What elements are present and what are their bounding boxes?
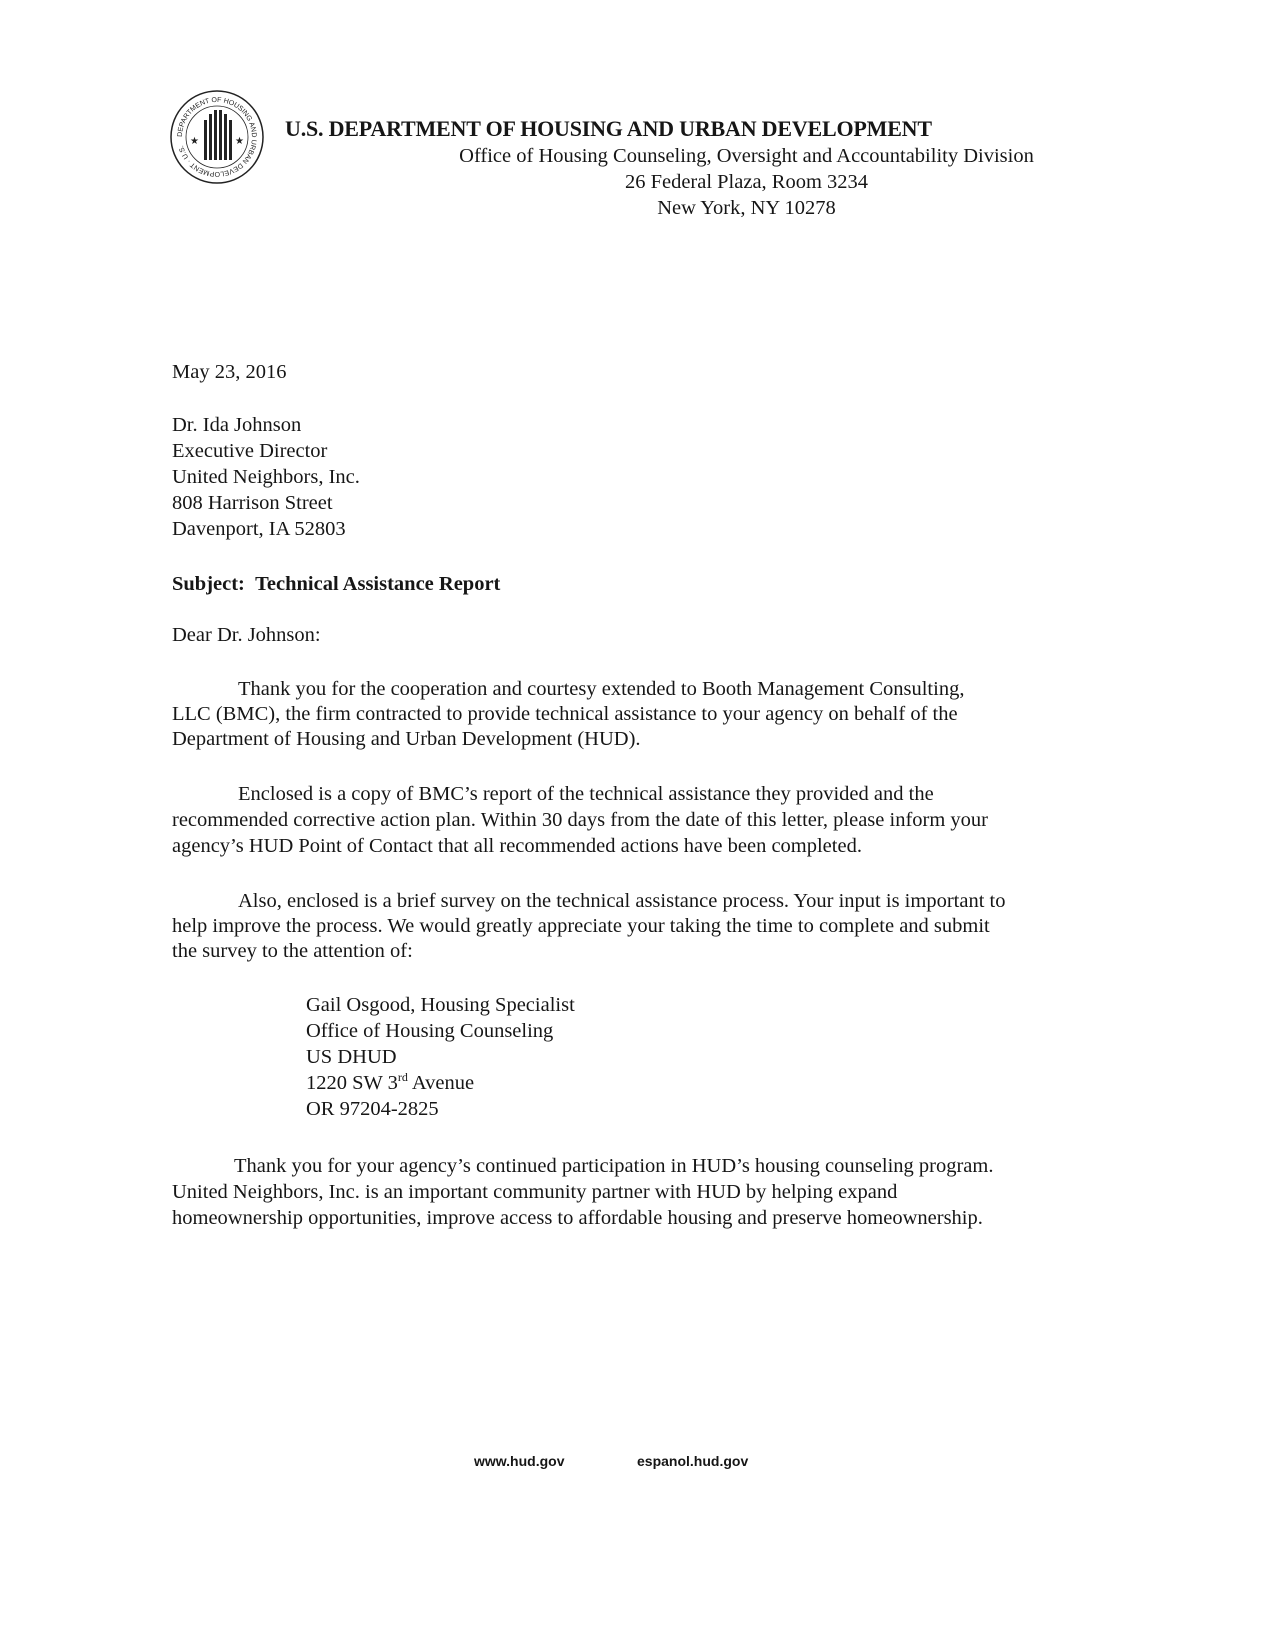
paragraph-line: Thank you for your agency’s continued participation in HUD’s housing counseling program.: [234, 1155, 994, 1177]
office-name: Office of Housing Counseling, Oversight and Accountability Division: [459, 145, 1034, 167]
recipient-line: Davenport, IA 52803: [172, 518, 346, 540]
paragraph-line: help improve the process. We would greatly appreciate your taking the time to complete and submit: [172, 915, 990, 937]
paragraph-line: LLC (BMC), the firm contracted to provide technical assistance to your agency on behalf of the: [172, 703, 958, 725]
paragraph-3: [172, 889, 1005, 964]
footer-link-hud[interactable]: www.hud.gov: [474, 1453, 565, 1469]
contact-street: [306, 1070, 575, 1096]
paragraph-2: [172, 781, 988, 859]
contact-line: US DHUD: [306, 1046, 397, 1068]
paragraph-line: Thank you for the cooperation and courtesy extended to Booth Management Consulting,: [238, 678, 965, 700]
paragraph-line: Enclosed is a copy of BMC’s report of the technical assistance they provided and the: [238, 783, 934, 805]
svg-text:★: ★: [190, 136, 199, 147]
contact-line: OR 97204-2825: [306, 1098, 439, 1120]
recipient-line: United Neighbors, Inc.: [172, 466, 360, 488]
contact-line: Office of Housing Counseling: [306, 1020, 554, 1042]
office-address-line2: New York, NY 10278: [657, 197, 836, 219]
paragraph-4: [172, 1153, 993, 1231]
footer-link-espanol[interactable]: espanol.hud.gov: [637, 1453, 749, 1469]
paragraph-line: agency’s HUD Point of Contact that all recommended actions have been completed.: [172, 835, 862, 857]
contact-address: [306, 992, 575, 1122]
salutation: Dear Dr. Johnson:: [172, 624, 321, 646]
ordinal-suffix: rd: [397, 1070, 408, 1085]
subject-text: Technical Assistance Report: [255, 573, 501, 595]
letter-date: May 23, 2016: [172, 361, 287, 383]
recipient-address: [172, 412, 360, 542]
street-number: 1220 SW 3: [306, 1072, 398, 1094]
svg-text:★: ★: [235, 136, 244, 147]
recipient-line: Dr. Ida Johnson: [172, 414, 302, 436]
office-address-line1: 26 Federal Plaza, Room 3234: [624, 171, 869, 193]
recipient-line: Executive Director: [172, 440, 328, 462]
subject-line: [172, 571, 500, 597]
paragraph-line: the survey to the attention of:: [172, 940, 413, 962]
paragraph-line: Also, enclosed is a brief survey on the technical assistance process. Your input is important to: [238, 890, 1006, 912]
recipient-line: 808 Harrison Street: [172, 492, 333, 514]
paragraph-line: United Neighbors, Inc. is an important community partner with HUD by helping expand: [172, 1181, 898, 1203]
svg-text:DEPARTMENT OF HOUSING AND URBA: DEPARTMENT OF HOUSING AND URBAN DEVELOPMENT · U.S.: [176, 96, 258, 178]
paragraph-line: homeownership opportunities, improve access to affordable housing and preserve homeownership.: [172, 1207, 983, 1229]
agency-name: U.S. DEPARTMENT OF HOUSING AND URBAN DEVELOPMENT: [285, 116, 932, 141]
paragraph-line: recommended corrective action plan. Within 30 days from the date of this letter, please inform your: [172, 809, 988, 831]
subject-label: Subject:: [172, 573, 245, 595]
street-name: Avenue: [407, 1072, 475, 1094]
paragraph-1: [172, 677, 964, 752]
contact-line: Gail Osgood, Housing Specialist: [306, 994, 575, 1016]
paragraph-line: Department of Housing and Urban Development (HUD).: [172, 728, 641, 750]
